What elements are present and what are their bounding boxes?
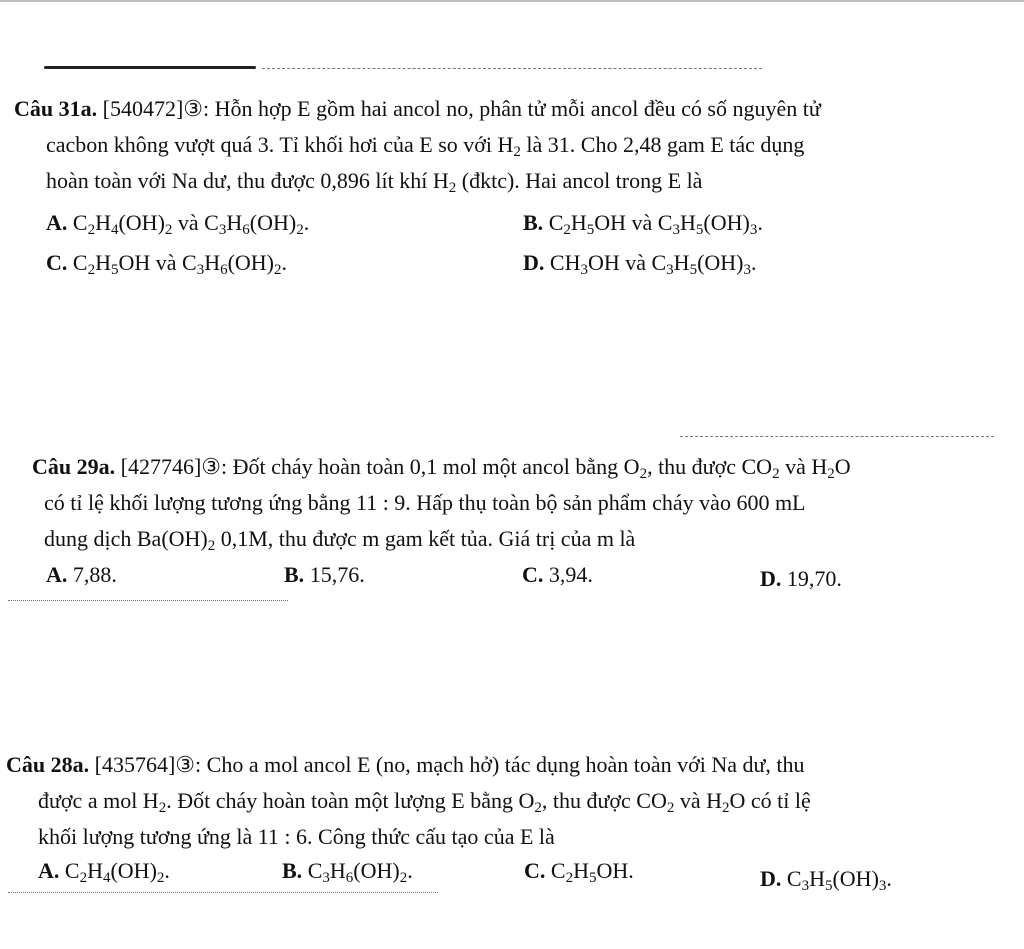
- subscript: 2: [158, 800, 167, 816]
- scan-rule: [44, 66, 256, 69]
- subscript: 2: [565, 870, 574, 886]
- option-text: $C_2H_4(OH)_2$ và $C_3H_6(OH)_2$.: [72, 210, 310, 238]
- option-b[interactable]: [523, 210, 763, 236]
- option-label: B.: [523, 210, 544, 235]
- subscript: 3: [322, 870, 330, 886]
- subscript: 3: [743, 262, 751, 278]
- question-stem-line: được a mol $H_2$. Đốt cháy hoàn toàn một lượng E bằng $O_2$, thu được $CO_2$ và $H_2O$ có tỉ lệ: [38, 788, 811, 816]
- option-text: 3,94.: [548, 562, 593, 587]
- subscript: 5: [110, 262, 119, 278]
- subscript: 2: [274, 262, 282, 278]
- subscript: 2: [563, 222, 571, 238]
- subscript: 4: [102, 870, 111, 886]
- option-c[interactable]: [46, 250, 287, 276]
- subscript: 3: [672, 222, 680, 238]
- scan-dash-rule: [262, 68, 762, 69]
- difficulty-badge: ③: [175, 752, 196, 777]
- subscript: 2: [513, 144, 521, 160]
- option-label: A.: [46, 210, 68, 235]
- option-c[interactable]: [524, 858, 634, 884]
- subscript: 6: [345, 870, 354, 886]
- option-b[interactable]: [284, 562, 365, 588]
- subscript: 2: [827, 466, 835, 482]
- question-number: Câu 28a.: [6, 752, 90, 777]
- scan-dash-rule: [8, 600, 288, 601]
- difficulty-badge: ③: [201, 454, 222, 479]
- option-text: 19,70.: [786, 566, 842, 591]
- question-stem-line: Câu 31a. [540472]③: Hỗn hợp E gồm hai ancol no, phân tử mỗi ancol đều có số nguyên tử: [14, 96, 821, 121]
- subscript: 2: [207, 538, 216, 554]
- option-c[interactable]: [522, 562, 593, 588]
- option-text: $C_2H_4(OH)_2$.: [64, 858, 170, 886]
- option-label: D.: [523, 250, 545, 275]
- option-text: $C_3H_6(OH)_2$.: [307, 858, 413, 886]
- subscript: 5: [586, 222, 595, 238]
- subscript: 3: [580, 262, 588, 278]
- option-label: C.: [524, 858, 546, 883]
- option-text: $C_2H_5OH$ và $C_3H_5(OH)_3$.: [548, 210, 763, 238]
- question-stem-line: khối lượng tương ứng là 11 : 6. Công thức cấu tạo của E là: [38, 824, 555, 849]
- subscript: 3: [749, 222, 758, 238]
- scan-dash-rule: [8, 892, 438, 893]
- option-label: D.: [760, 566, 782, 591]
- option-d[interactable]: [760, 866, 892, 892]
- subscript: 2: [79, 870, 88, 886]
- option-text: $C_2H_5OH$.: [550, 858, 634, 886]
- question-stem-line: Câu 28a. [435764]③: Cho a mol ancol E (no, mạch hở) tác dụng hoàn toàn với Na dư, thu: [6, 752, 805, 777]
- question-code: [427746]: [120, 454, 202, 479]
- option-label: A.: [46, 562, 68, 587]
- option-a[interactable]: [46, 562, 117, 588]
- subscript: 2: [399, 870, 408, 886]
- option-text: $CH_3OH$ và $C_3H_5(OH)_3$.: [549, 250, 757, 278]
- option-label: C.: [46, 250, 68, 275]
- subscript: 2: [666, 800, 675, 816]
- option-label: B.: [282, 858, 303, 883]
- subscript: 6: [242, 222, 250, 238]
- option-text: $C_2H_5OH$ và $C_3H_6(OH)_2$.: [72, 250, 288, 278]
- question-stem-line: Câu 29a. [427746]③: Đốt cháy hoàn toàn 0,1 mol một ancol bằng $O_2$, thu được $CO_2$ và $H_2O$: [32, 454, 851, 482]
- subscript: 5: [588, 870, 597, 886]
- option-a[interactable]: [46, 210, 309, 236]
- subscript: 2: [722, 800, 730, 816]
- option-a[interactable]: [38, 858, 170, 884]
- subscript: 2: [448, 180, 457, 196]
- subscript: 2: [639, 466, 648, 482]
- option-d[interactable]: [760, 566, 842, 592]
- subscript: 3: [666, 262, 674, 278]
- subscript: 6: [220, 262, 228, 278]
- question-text: Đốt cháy hoàn toàn 0,1 mol một ancol bằng $O_2$, thu được $CO_2$ và $H_2O$: [232, 454, 851, 482]
- subscript: 2: [156, 870, 165, 886]
- subscript: 2: [87, 262, 96, 278]
- subscript: 4: [110, 222, 119, 238]
- question-text: Cho a mol ancol E (no, mạch hở) tác dụng hoàn toàn với Na dư, thu: [206, 752, 805, 777]
- subscript: 2: [87, 222, 96, 238]
- subscript: 5: [824, 878, 833, 894]
- option-label: A.: [38, 858, 60, 883]
- subscript: 3: [218, 222, 227, 238]
- subscript: 3: [878, 878, 887, 894]
- subscript: 2: [164, 222, 173, 238]
- subscript: 2: [772, 466, 780, 482]
- option-text: 7,88.: [72, 562, 117, 587]
- question-stem-line: cacbon không vượt quá 3. Tỉ khối hơi của E so với $H_2$ là 31. Cho 2,48 gam E tác dụng: [46, 132, 805, 160]
- difficulty-badge: ③: [183, 96, 204, 121]
- question-number: Câu 31a.: [14, 96, 98, 121]
- question-code: [435764]: [94, 752, 176, 777]
- question-stem-line: dung dịch $Ba(OH)_2$ 0,1M, thu được m gam kết tủa. Giá trị của m là: [44, 526, 636, 554]
- option-label: B.: [284, 562, 305, 587]
- option-text: $C_3H_5(OH)_3$.: [786, 866, 892, 894]
- subscript: 5: [689, 262, 698, 278]
- subscript: 2: [534, 800, 542, 816]
- question-code: [540472]: [102, 96, 184, 121]
- option-b[interactable]: [282, 858, 413, 884]
- question-number: Câu 29a.: [32, 454, 116, 479]
- subscript: 3: [801, 878, 810, 894]
- question-stem-line: có tỉ lệ khối lượng tương ứng bằng 11 : 9. Hấp thụ toàn bộ sản phẩm cháy vào 600 mL: [44, 490, 806, 515]
- option-text: 15,76.: [309, 562, 365, 587]
- question-stem-line: hoàn toàn với Na dư, thu được 0,896 lít khí $H_2$ (đktc). Hai ancol trong E là: [46, 168, 703, 196]
- option-d[interactable]: [523, 250, 757, 276]
- subscript: 3: [196, 262, 205, 278]
- option-label: C.: [522, 562, 544, 587]
- page-top-border: [0, 0, 1024, 2]
- question-text: Hỗn hợp E gồm hai ancol no, phân tử mỗi ancol đều có số nguyên tử: [214, 96, 821, 121]
- subscript: 5: [695, 222, 704, 238]
- option-label: D.: [760, 866, 782, 891]
- scan-dash-rule: [680, 436, 994, 437]
- subscript: 2: [296, 222, 304, 238]
